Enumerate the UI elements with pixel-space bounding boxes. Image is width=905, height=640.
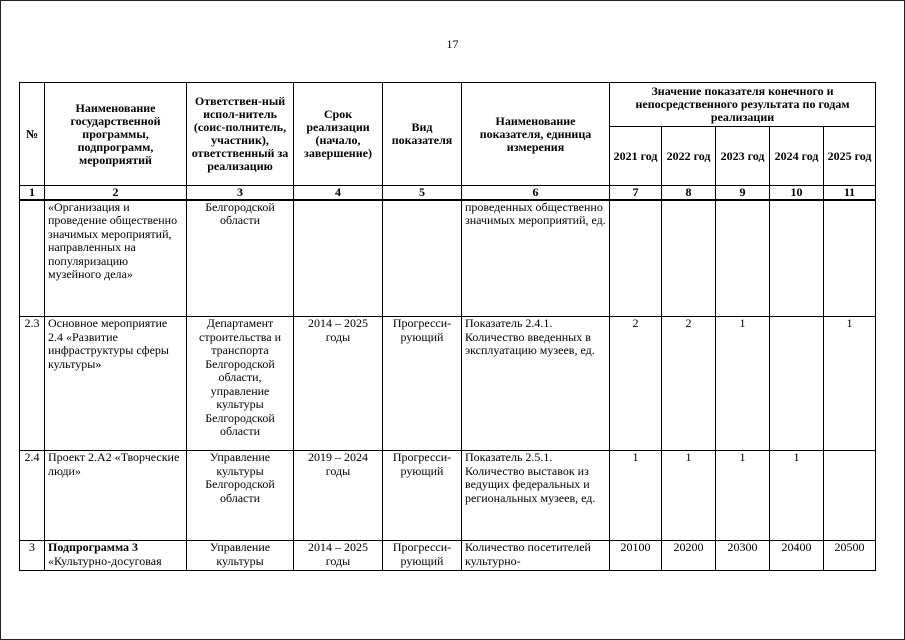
row-value: [824, 200, 876, 317]
header-period: Срок реализации (начало, завершение): [294, 83, 383, 186]
column-number: 6: [462, 186, 610, 200]
row-indicator: Количество посетителей культурно-: [462, 541, 610, 571]
column-number: 1: [20, 186, 45, 200]
row-value: [824, 451, 876, 541]
row-executor: Управление культуры Белгородской области: [187, 451, 294, 541]
row-executor: Управление культуры: [187, 541, 294, 571]
row-indicator: проведенных общественно значимых мероприятий, ед.: [462, 200, 610, 317]
row-value: 1: [770, 451, 824, 541]
table-row: [20, 200, 876, 317]
header-values-group: Значение показателя конечного и непосредственного результата по годам реализации: [610, 83, 876, 127]
column-number: 10: [770, 186, 824, 200]
row-value: 2: [662, 317, 716, 451]
row-value: [610, 200, 662, 317]
row-value: 2: [610, 317, 662, 451]
row-type: Прогресси-рующий: [383, 451, 462, 541]
row-value: [662, 200, 716, 317]
row-indicator: Показатель 2.4.1. Количество введенных в эксплуатацию музеев, ед.: [462, 317, 610, 451]
header-year: 2023 год: [716, 127, 770, 186]
header-year: 2022 год: [662, 127, 716, 186]
row-value: [770, 317, 824, 451]
row-name: «Организация и проведение общественно значимых мероприятий, направленных на популяризацию музейного дела»: [45, 200, 187, 317]
row-type: Прогресси-рующий: [383, 541, 462, 571]
row-period: 2019 – 2024 годы: [294, 451, 383, 541]
row-executor: Белгородской области: [187, 200, 294, 317]
row-value: 1: [662, 451, 716, 541]
header-no: №: [20, 83, 45, 186]
table-row: [20, 317, 876, 451]
row-period: 2014 – 2025 годы: [294, 317, 383, 451]
row-name: Основное мероприятие 2.4 «Развитие инфраструктуры сферы культуры»: [45, 317, 187, 451]
row-period: 2014 – 2025 годы: [294, 541, 383, 571]
row-value: 20400: [770, 541, 824, 571]
row-value: [770, 200, 824, 317]
header-year: 2021 год: [610, 127, 662, 186]
column-number: 11: [824, 186, 876, 200]
header-name: Наименование государственной программы, подпрограмм, мероприятий: [45, 83, 187, 186]
row-type: Прогресси-рующий: [383, 317, 462, 451]
row-value: 1: [824, 317, 876, 451]
row-value: [716, 200, 770, 317]
header-indicator: Наименование показателя, единица измерения: [462, 83, 610, 186]
page-number: 17: [446, 37, 459, 51]
header-executor: Ответствен-ный испол-нитель (соис-полнитель, участник), ответственный за реализацию: [187, 83, 294, 186]
column-number: 4: [294, 186, 383, 200]
row-period: [294, 200, 383, 317]
row-no: [20, 200, 45, 317]
column-number: 9: [716, 186, 770, 200]
program-table: [19, 82, 876, 571]
row-value: 1: [610, 451, 662, 541]
row-name: «Культурно-досуговая: [48, 553, 162, 568]
row-value: 20300: [716, 541, 770, 571]
header-year: 2024 год: [770, 127, 824, 186]
row-name: Проект 2.А2 «Творческие люди»: [45, 451, 187, 541]
row-no: 2.4: [20, 451, 45, 541]
column-number: 3: [187, 186, 294, 200]
subprogram-title: Подпрограмма 3: [48, 540, 139, 554]
row-executor: Департамент строительства и транспорта Белгородской области, управление культуры Белгородской области: [187, 317, 294, 451]
row-value: 20200: [662, 541, 716, 571]
row-value: 20100: [610, 541, 662, 571]
column-number: 2: [45, 186, 187, 200]
column-number: 8: [662, 186, 716, 200]
row-type: [383, 200, 462, 317]
row-no: 2.3: [20, 317, 45, 451]
row-indicator: Показатель 2.5.1. Количество выставок из ведущих федеральных и региональных музеев, ед.: [462, 451, 610, 541]
row-no: 3: [20, 541, 45, 571]
header-type: Вид показателя: [383, 83, 462, 186]
row-value: 1: [716, 317, 770, 451]
table-row: [20, 451, 876, 541]
row-name-cell: [45, 541, 187, 571]
table-row: [20, 541, 876, 571]
row-value: 20500: [824, 541, 876, 571]
row-value: 1: [716, 451, 770, 541]
column-number: 7: [610, 186, 662, 200]
header-year: 2025 год: [824, 127, 876, 186]
column-number: 5: [383, 186, 462, 200]
